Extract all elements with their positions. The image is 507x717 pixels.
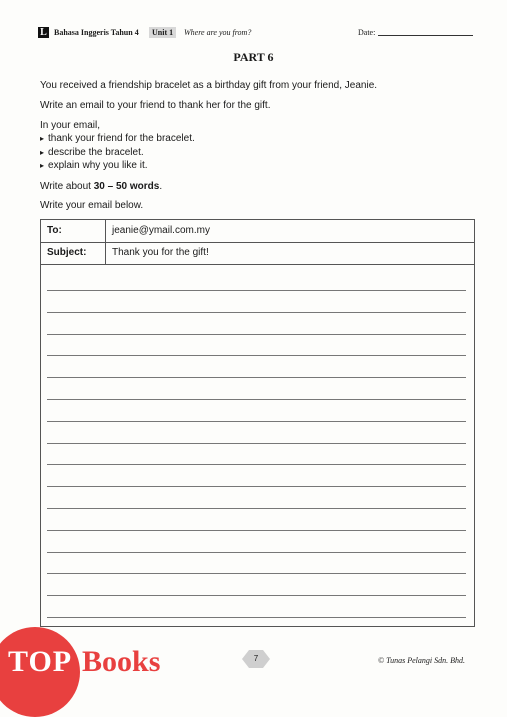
subject-label: Subject: <box>47 247 87 258</box>
writing-line <box>47 312 466 313</box>
unit-badge: Unit 1 <box>149 27 176 38</box>
writing-line <box>47 443 466 444</box>
writing-line <box>47 377 466 378</box>
bullet-item: ▸ thank your friend for the bracelet. <box>40 133 195 144</box>
topbooks-watermark <box>0 622 190 700</box>
unit-title: Where are you from? <box>184 28 252 37</box>
word-count-prefix: Write about <box>40 181 94 192</box>
subject-row <box>41 242 474 265</box>
intro-text: You received a friendship bracelet as a birthday gift from your friend, Jeanie. <box>40 80 378 91</box>
writing-line <box>47 464 466 465</box>
email-box <box>40 219 475 627</box>
copyright-text: © Tunas Pelangi Sdn. Bhd. <box>378 656 465 665</box>
watermark-top-text: TOP <box>8 645 73 678</box>
subject-value: Thank you for the gift! <box>112 247 209 258</box>
write-below-text: Write your email below. <box>40 200 144 211</box>
writing-line <box>47 617 466 618</box>
writing-line <box>47 530 466 531</box>
writing-line <box>47 573 466 574</box>
part-title: PART 6 <box>233 50 274 64</box>
writing-line <box>47 486 466 487</box>
to-value: jeanie@ymail.com.my <box>112 225 210 236</box>
writing-line <box>47 290 466 291</box>
page-number <box>242 650 270 668</box>
page-number-value: 7 <box>253 654 259 663</box>
writing-line <box>47 552 466 553</box>
writing-line <box>47 595 466 596</box>
writing-line <box>47 421 466 422</box>
in-your-email-text: In your email, <box>40 120 101 131</box>
word-count-text <box>40 181 162 192</box>
date-line <box>378 35 473 36</box>
to-row <box>41 220 474 243</box>
writing-line <box>47 355 466 356</box>
writing-line <box>47 399 466 400</box>
bullet-item: ▸ explain why you like it. <box>40 160 148 171</box>
word-count-suffix: . <box>159 181 163 192</box>
date-label: Date: <box>358 28 376 37</box>
page-header <box>38 27 478 41</box>
publisher-logo-icon: L <box>38 27 49 38</box>
watermark-books-text: Books <box>82 645 161 678</box>
task-text: Write an email to your friend to thank her for the gift. <box>40 100 271 111</box>
writing-line <box>47 508 466 509</box>
bullet-item: ▸ describe the bracelet. <box>40 147 144 158</box>
word-count-bold: 30 – 50 words <box>93 181 160 192</box>
writing-line <box>47 334 466 335</box>
to-label: To: <box>47 225 62 236</box>
book-title: Bahasa Inggeris Tahun 4 <box>54 28 139 37</box>
